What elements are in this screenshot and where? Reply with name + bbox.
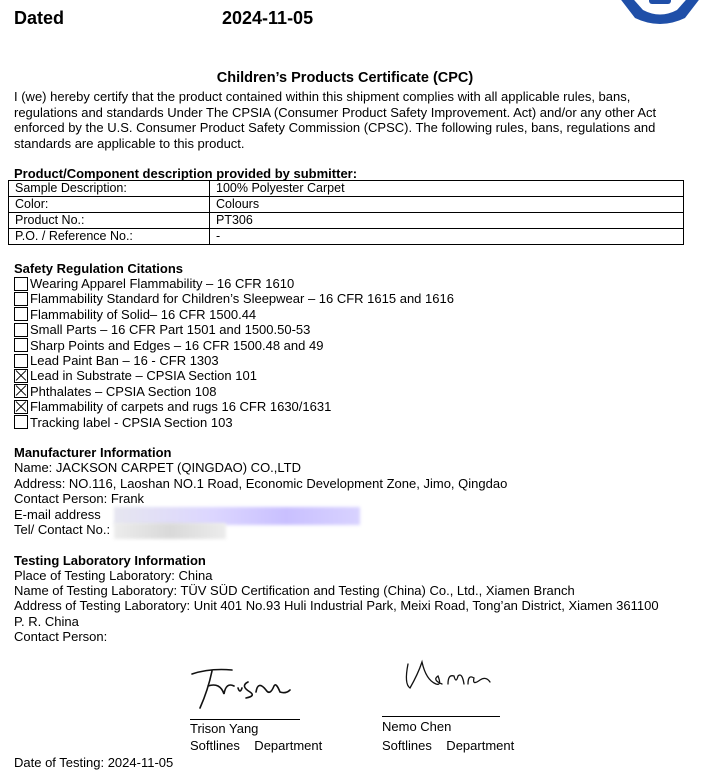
regulation-label: Sharp Points and Edges – 16 CFR 1500.48 and 49	[30, 337, 324, 353]
manufacturer-address: Address: NO.116, Laoshan NO.1 Road, Economic Development Zone, Jimo, Qingdao	[14, 476, 508, 491]
row-label: Color:	[9, 197, 210, 213]
lab-address: Address of Testing Laboratory: Unit 401 No.93 Huli Industrial Park, Meixi Road, Tong’an District, Xiamen 361100	[14, 598, 659, 613]
checkbox[interactable]	[14, 338, 28, 352]
certification-statement: I (we) hereby certify that the product contained within this shipment complies with all applicable rules, bans, regulations and standards Under The CPSIA (Consumer Product Safety Improvement. Act) and/or any other Act enforced by the U.S. Consumer Product Safety Commission (CPSC). The following rules, bans, regulations and standards are applicable to this product.	[14, 89, 657, 151]
product-table	[8, 180, 684, 245]
checkbox[interactable]	[14, 384, 28, 398]
list-item	[14, 291, 454, 306]
regulation-label: Wearing Apparel Flammability – 16 CFR 1610	[30, 276, 295, 291]
signature-nemo	[402, 654, 498, 694]
regulations-heading: Safety Regulation Citations	[14, 261, 184, 276]
tuv-logo	[605, 0, 709, 26]
lab-address-country: P. R. China	[14, 614, 79, 629]
dated-value: 2024-11-05	[222, 8, 314, 28]
signer-name: Nemo Chen	[382, 719, 452, 734]
signer-department: Softlines Department	[382, 738, 515, 753]
lab-place: Place of Testing Laboratory: China	[14, 568, 213, 583]
redacted-phone	[114, 523, 226, 539]
list-item	[14, 353, 454, 368]
row-value: Colours	[210, 197, 684, 213]
checkbox[interactable]	[14, 354, 28, 368]
regulation-label: Flammability of carpets and rugs 16 CFR 1630/1631	[30, 399, 332, 415]
checkbox[interactable]	[14, 415, 28, 429]
row-value: PT306	[210, 213, 684, 229]
page-title: Children’s Products Certificate (CPC)	[216, 70, 474, 86]
table-row	[9, 197, 684, 213]
signature-trison	[190, 664, 300, 712]
email-label: E-mail address	[14, 507, 101, 522]
list-item	[14, 307, 454, 322]
row-label: Sample Description:	[9, 181, 210, 197]
signer-department: Softlines Department	[190, 738, 323, 753]
signature-line	[382, 716, 500, 717]
regulation-label: Phthalates – CPSIA Section 108	[30, 383, 217, 399]
manufacturer-heading: Manufacturer Information	[14, 445, 172, 460]
checkbox[interactable]	[14, 292, 28, 306]
regulation-label: Flammability of Solid– 16 CFR 1500.44	[30, 306, 257, 322]
checkbox[interactable]	[14, 323, 28, 337]
checkbox[interactable]	[14, 277, 28, 291]
row-value: 100% Polyester Carpet	[210, 181, 684, 197]
row-label: P.O. / Reference No.:	[9, 229, 210, 245]
signature-line	[190, 719, 300, 720]
regulation-label: Lead in Substrate – CPSIA Section 101	[30, 368, 257, 384]
table-row	[9, 181, 684, 197]
table-row	[9, 213, 684, 229]
regulations-list	[14, 276, 454, 430]
regulation-label: Tracking label - CPSIA Section 103	[30, 414, 233, 430]
list-item	[14, 384, 454, 399]
list-item	[14, 368, 454, 383]
checkbox[interactable]	[14, 307, 28, 321]
manufacturer-contact: Contact Person: Frank	[14, 491, 145, 506]
checkbox[interactable]	[14, 400, 28, 414]
manufacturer-name: Name: JACKSON CARPET (QINGDAO) CO.,LTD	[14, 460, 302, 475]
lab-heading: Testing Laboratory Information	[14, 553, 206, 568]
lab-name: Name of Testing Laboratory: TÜV SÜD Certification and Testing (China) Co., Ltd., Xiamen Branch	[14, 583, 575, 598]
table-row	[9, 229, 684, 245]
date-of-testing: Date of Testing: 2024-11-05	[14, 755, 174, 770]
lab-contact: Contact Person:	[14, 629, 108, 644]
regulation-label: Flammability Standard for Children’s Sleepwear – 16 CFR 1615 and 1616	[30, 291, 454, 307]
row-value: -	[210, 229, 684, 245]
row-label: Product No.:	[9, 213, 210, 229]
list-item	[14, 338, 454, 353]
regulation-label: Small Parts – 16 CFR Part 1501 and 1500.50-53	[30, 322, 311, 338]
list-item	[14, 276, 454, 291]
list-item	[14, 415, 454, 430]
product-heading: Product/Component description provided by submitter:	[14, 166, 358, 181]
regulation-label: Lead Paint Ban – 16 - CFR 1303	[30, 352, 219, 368]
dated-label: Dated	[14, 8, 65, 28]
list-item	[14, 322, 454, 337]
tel-label: Tel/ Contact No.:	[14, 522, 111, 537]
signer-name: Trison Yang	[190, 721, 259, 736]
checkbox[interactable]	[14, 369, 28, 383]
list-item	[14, 399, 454, 414]
